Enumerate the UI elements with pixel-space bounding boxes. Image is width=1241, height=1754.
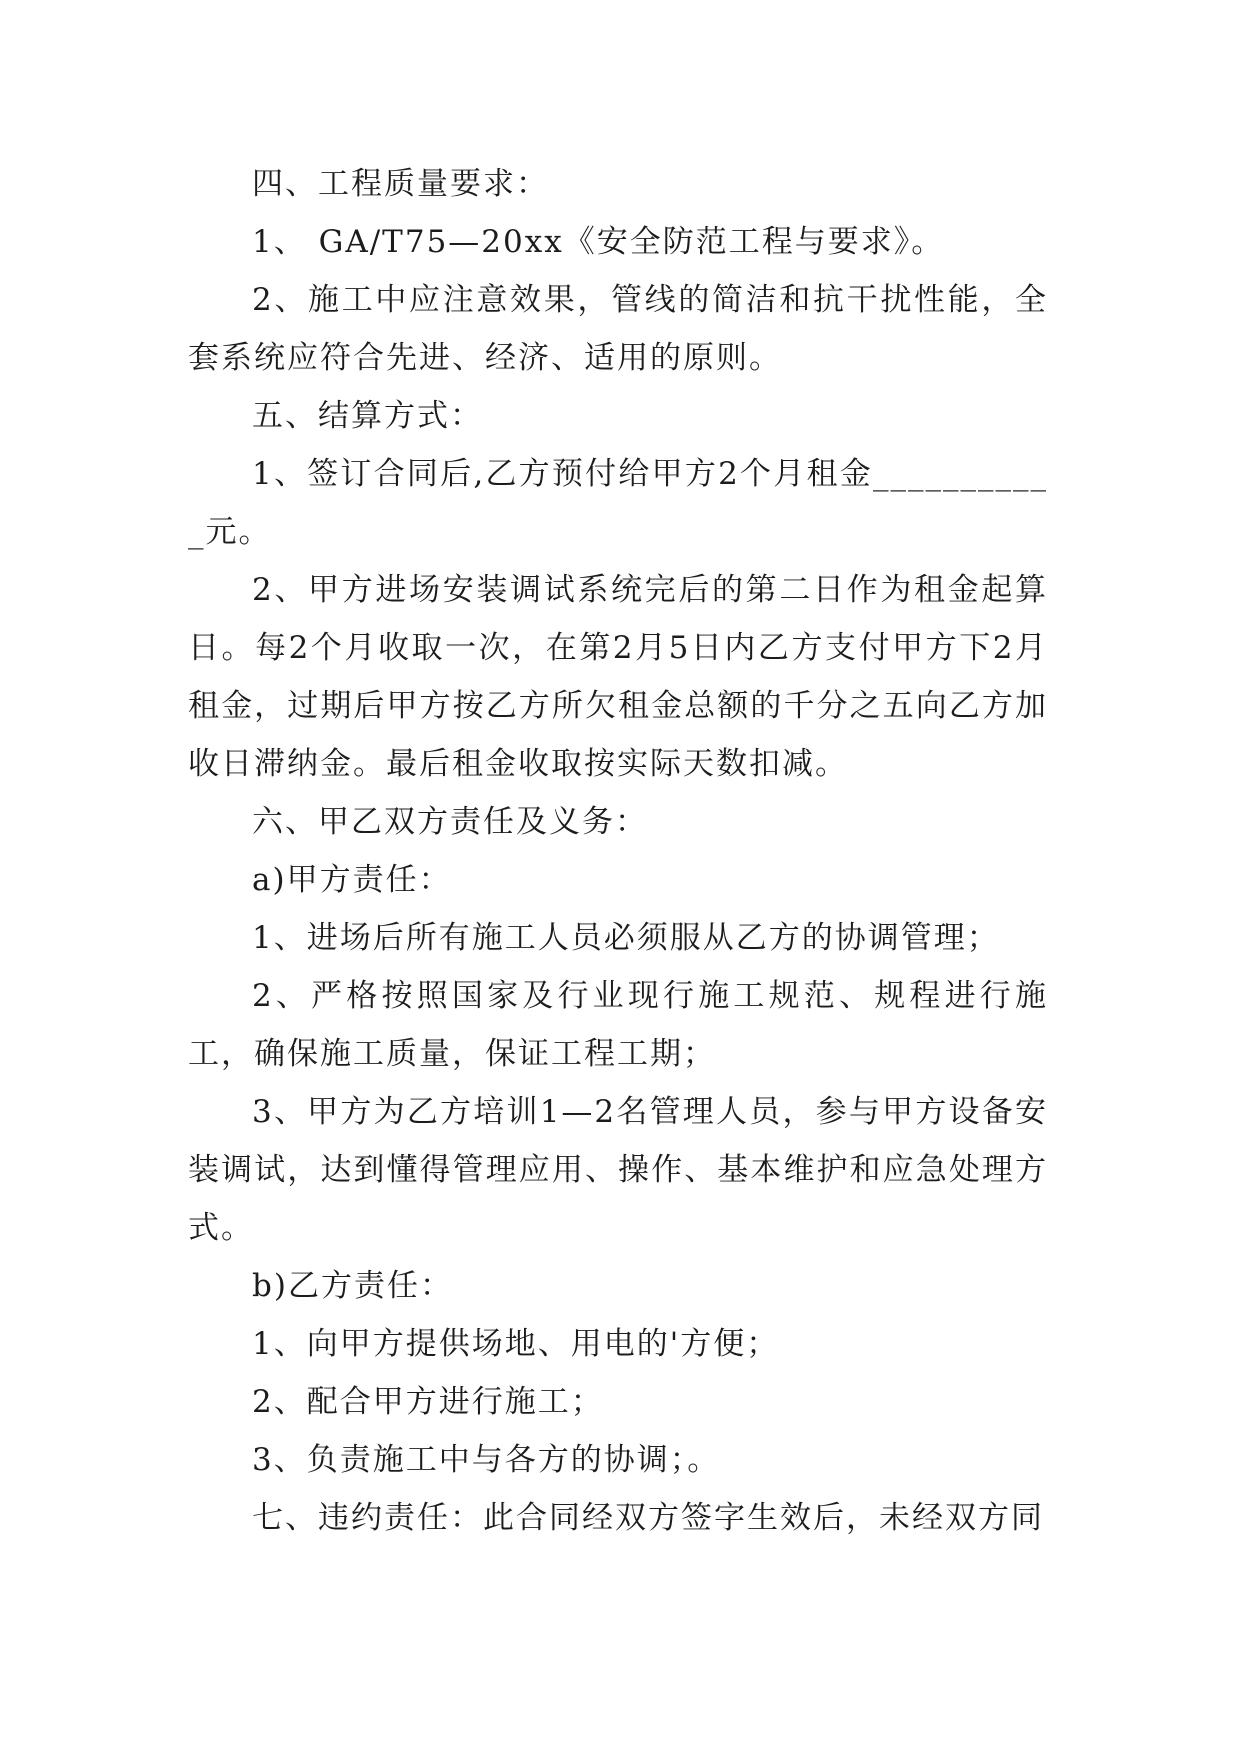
section-heading-responsibilities: 六、甲乙双方责任及义务： — [252, 804, 648, 840]
subheading-party-b: b)乙方责任： — [252, 1268, 453, 1304]
paragraph-party-a-2: 2、严格按照国家及行业现行施工规范、规程进行施工，确保施工质量，保证工程工期； — [188, 978, 1048, 1072]
section-heading-settlement: 五、结算方式： — [252, 398, 483, 434]
paragraph-quality-2: 2、施工中应注意效果，管线的简洁和抗干扰性能，全套系统应符合先进、经济、适用的原则。 — [188, 282, 1048, 376]
paragraph-party-a-3: 3、甲方为乙方培训1—2名管理人员，参与甲方设备安装调试，达到懂得管理应用、操作、基本维护和应急处理方式。 — [188, 1094, 1048, 1246]
paragraph-party-b-2: 2、配合甲方进行施工； — [252, 1384, 604, 1420]
paragraph-quality-1: 1、 GA/T75—20xx《安全防范工程与要求》。 — [252, 224, 945, 260]
paragraph-settlement-2: 2、甲方进场安装调试系统完后的第二日作为租金起算日。每2个月收取一次，在第2月5日内乙方支付甲方下2月租金，过期后甲方按乙方所欠租金总额的千分之五向乙方加收日滞纳金。最后租金收取按实际天数扣减。 — [188, 572, 1048, 782]
subheading-party-a: a)甲方责任： — [252, 862, 452, 898]
document-body — [188, 155, 1048, 1547]
paragraph-settlement-1: 1、签订合同后,乙方预付给甲方2个月租金___________元。 — [188, 456, 1048, 550]
paragraph-party-b-1: 1、向甲方提供场地、用电的'方便； — [252, 1326, 780, 1362]
section-heading-liability: 七、违约责任：此合同经双方签字生效后，未经双方同 — [252, 1500, 1044, 1536]
section-heading-quality: 四、工程质量要求： — [252, 166, 549, 202]
paragraph-party-a-1: 1、进场后所有施工人员必须服从乙方的协调管理； — [252, 920, 1000, 956]
paragraph-party-b-3: 3、负责施工中与各方的协调；。 — [252, 1442, 721, 1478]
